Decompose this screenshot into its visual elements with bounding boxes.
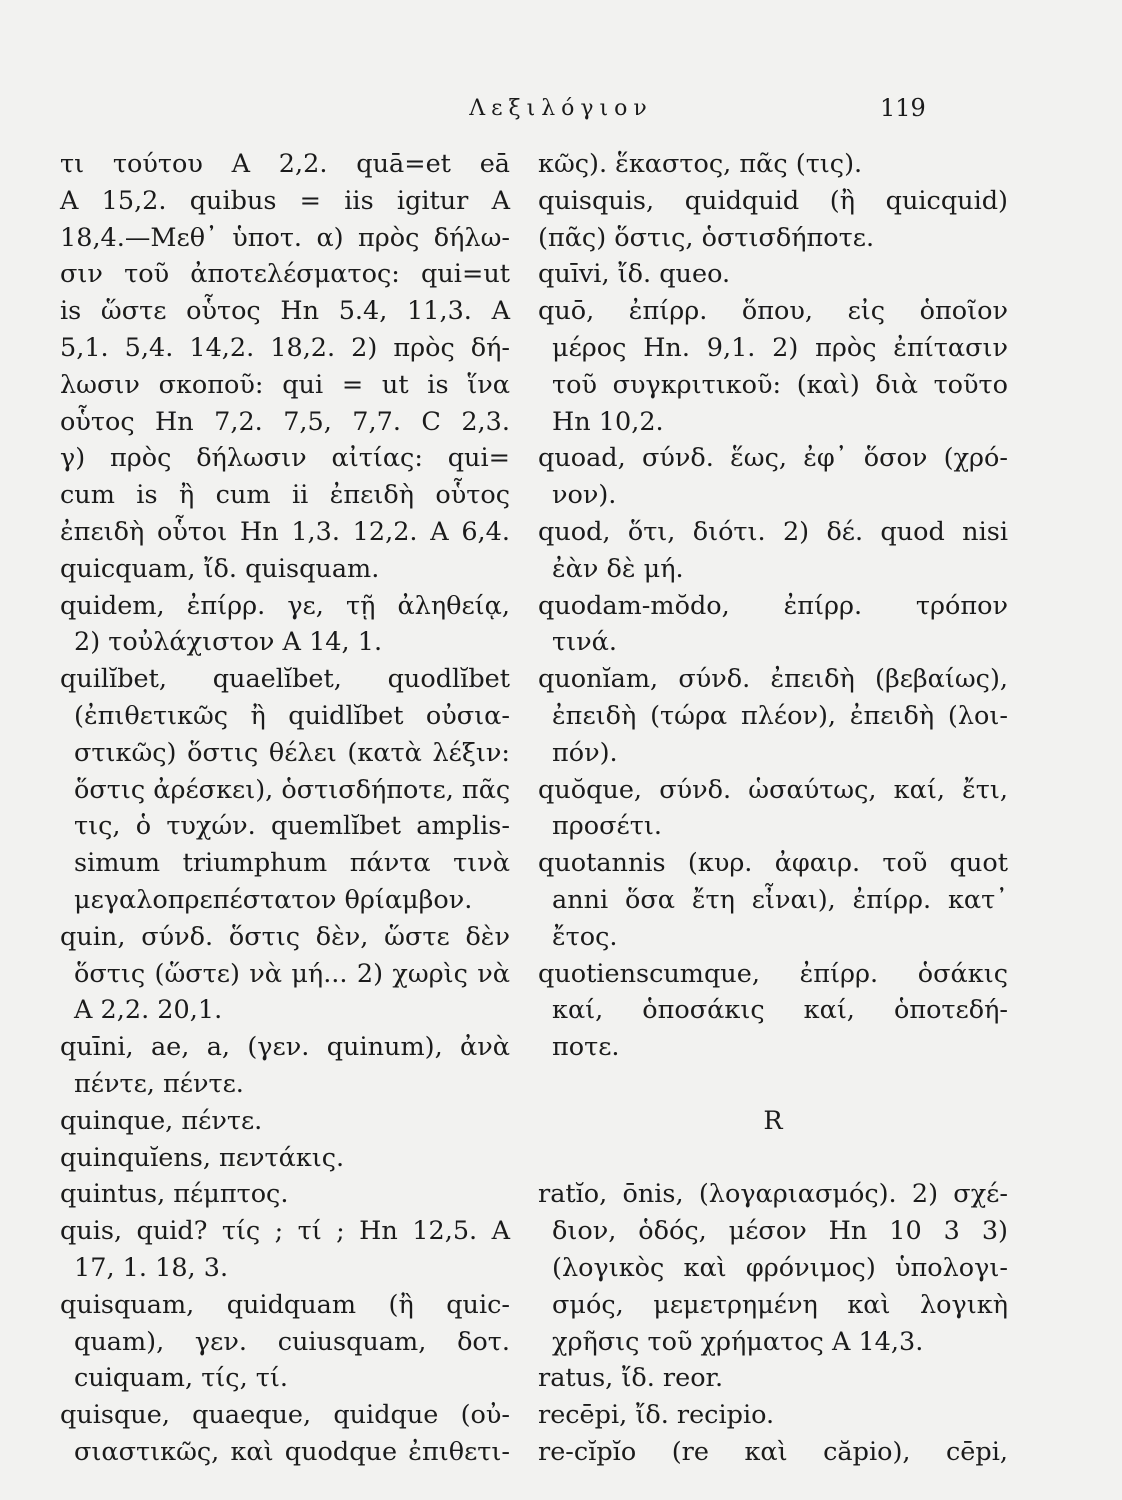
- spacer: [538, 1066, 1008, 1103]
- right-line: (λογικὸς καὶ φρόνιμος) ὑπολογι-: [552, 1252, 1008, 1283]
- right-line: ποτε.: [552, 1032, 620, 1063]
- right-line: τινά.: [552, 627, 617, 658]
- right-line: τοῦ συγκριτικοῦ: (καὶ) διὰ τοῦτο: [552, 369, 1008, 400]
- right-line: quonĭam, σύνδ. ἐπειδὴ (βεβαίως),: [538, 664, 1008, 695]
- right-line: quŏque, σύνδ. ὡσαύτως, καί, ἔτι,: [538, 774, 1008, 805]
- left-line: quinquĭens, πεντάκις.: [60, 1142, 345, 1173]
- left-line: μεγαλοπρεπέστατον θρίαμβον.: [74, 884, 473, 915]
- left-line: σιν τοῦ ἀποτελέσματος: qui=ut: [60, 259, 510, 290]
- right-line: προσέτι.: [552, 811, 662, 842]
- left-line: Α 15,2. quibus = iis igitur Α: [60, 185, 510, 216]
- right-line: χρῆσις τοῦ χρήματος Α 14,3.: [552, 1326, 924, 1357]
- right-line: recēpi, ἴδ. recipio.: [538, 1400, 775, 1431]
- left-line: πέντε, πέντε.: [74, 1068, 244, 1099]
- left-line: λωσιν σκοποῦ: qui = ut is ἵνα: [60, 369, 510, 400]
- left-line: quisquam, quidquam (ἢ quic-: [60, 1289, 510, 1320]
- left-line: ἐπειδὴ οὗτοι Ηn 1,3. 12,2. Α 6,4.: [60, 516, 510, 547]
- right-line: νον).: [552, 480, 617, 511]
- right-line: ratĭo, ōnis, (λογαριασμός). 2) σχέ-: [538, 1179, 1008, 1210]
- left-line: τις, ὁ τυχών. quemlĭbet amplis-: [74, 811, 510, 842]
- right-line: quotannis (κυρ. ἀφαιρ. τοῦ quot: [538, 848, 1008, 879]
- left-line: 2) τοὐλάχιστον Α 14, 1.: [74, 627, 383, 658]
- right-line: Ηn 10,2.: [552, 406, 664, 437]
- right-line: σμός, μεμετρημένη καὶ λογικὴ: [552, 1289, 1008, 1320]
- left-line: quintus, πέμπτος.: [60, 1179, 289, 1210]
- page-number: 119: [880, 94, 926, 122]
- left-line: quam), γεν. cuiusquam, δοτ.: [74, 1326, 510, 1357]
- left-column: [60, 146, 510, 1471]
- left-line: Α 2,2. 20,1.: [74, 995, 223, 1026]
- right-column: [538, 146, 1008, 1471]
- section-letter: R: [763, 1105, 783, 1136]
- running-head-title: Λεξιλόγιον: [469, 96, 653, 121]
- left-line: ὅστις (ὥστε) νὰ μή... 2) χωρὶς νὰ: [74, 958, 510, 989]
- left-line: cuiquam, τίς, τί.: [74, 1363, 289, 1394]
- left-line: quīni, ae, a, (γεν. quinum), ἀνὰ: [60, 1032, 510, 1063]
- right-line: quoad, σύνδ. ἕως, ἐφ᾽ ὅσον (χρό-: [538, 443, 1008, 474]
- right-line: quō, ἐπίρρ. ὅπου, εἰς ὁποῖον: [538, 296, 1008, 327]
- right-line: ἐὰν δὲ μή.: [552, 553, 684, 584]
- left-line: γ) πρὸς δήλωσιν αἰτίας: qui=: [60, 443, 510, 474]
- right-line: (πᾶς) ὅστις, ὁστισδήποτε.: [538, 222, 875, 253]
- left-line: is ὥστε οὗτος Ηn 5.4, 11,3. Α: [60, 296, 510, 327]
- left-line: ὅστις ἀρέσκει), ὁστισδήποτε, πᾶς: [74, 774, 511, 805]
- left-line: 5,1. 5,4. 14,2. 18,2. 2) πρὸς δή-: [60, 332, 510, 363]
- right-line: μέρος Ηn. 9,1. 2) πρὸς ἐπίτασιν: [552, 332, 1008, 363]
- left-line: 18,4.—Μεθ᾽ ὑποτ. α) πρὸς δήλω-: [60, 222, 510, 253]
- left-line: στικῶς) ὅστις θέλει (κατὰ λέξιν:: [74, 737, 510, 768]
- left-line: quidem, ἐπίρρ. γε, τῇ ἀληθείᾳ,: [60, 590, 510, 621]
- left-line: τι τούτου Α 2,2. quā=et eā: [60, 149, 510, 179]
- left-line: quin, σύνδ. ὅστις δὲν, ὥστε δὲν: [60, 921, 510, 952]
- left-line: (ἐπιθετικῶς ἢ quidlĭbet οὐσια-: [74, 700, 510, 731]
- right-line: re-cĭpĭo (re καὶ căpio), cēpi,: [538, 1436, 1008, 1467]
- spacer: [538, 1140, 1008, 1177]
- right-line: ἔτος.: [552, 921, 618, 952]
- right-line: quīvi, ἴδ. queo.: [538, 259, 731, 290]
- left-line: quis, quid? τίς ; τί ; Ηn 12,5. Α: [60, 1216, 510, 1247]
- left-line: οὗτος Ηn 7,2. 7,5, 7,7. C 2,3.: [60, 406, 510, 437]
- left-line: σιαστικῶς, καὶ quodque ἐπιθετι-: [74, 1436, 510, 1467]
- left-line: quisque, quaeque, quidque (οὐ-: [60, 1400, 510, 1431]
- left-line: quicquam, ἴδ. quisquam.: [60, 553, 380, 584]
- left-line: quinque, πέντε.: [60, 1105, 263, 1136]
- left-line: quilĭbet, quaelĭbet, quodlĭbet: [60, 664, 510, 695]
- left-line: cum is ἢ cum ii ἐπειδὴ οὗτος: [60, 480, 510, 511]
- right-line: quotienscumque, ἐπίρρ. ὁσάκις: [538, 958, 1008, 989]
- right-line: anni ὅσα ἔτη εἶναι), ἐπίρρ. κατ᾽: [552, 884, 1008, 915]
- right-line: κῶς). ἕκαστος, πᾶς (τις).: [538, 149, 863, 179]
- right-line: quisquis, quidquid (ἢ quicquid): [538, 185, 1008, 216]
- right-line: ratus, ἴδ. reor.: [538, 1363, 724, 1394]
- right-line: quodam-mŏdo, ἐπίρρ. τρόπον: [538, 590, 1008, 621]
- right-line: καί, ὁποσάκις καί, ὁποτεδή-: [552, 995, 1008, 1026]
- right-line: πόν).: [552, 737, 618, 768]
- left-line: 17, 1. 18, 3.: [74, 1252, 229, 1283]
- left-line: simum triumphum πάντα τινὰ: [74, 848, 510, 879]
- right-line: quod, ὅτι, διότι. 2) δέ. quod nisi: [538, 516, 1008, 547]
- right-line: ἐπειδὴ (τώρα πλέον), ἐπειδὴ (λοι-: [552, 700, 1008, 731]
- right-line: διον, ὁδός, μέσον Ηn 10 3 3): [552, 1216, 1008, 1247]
